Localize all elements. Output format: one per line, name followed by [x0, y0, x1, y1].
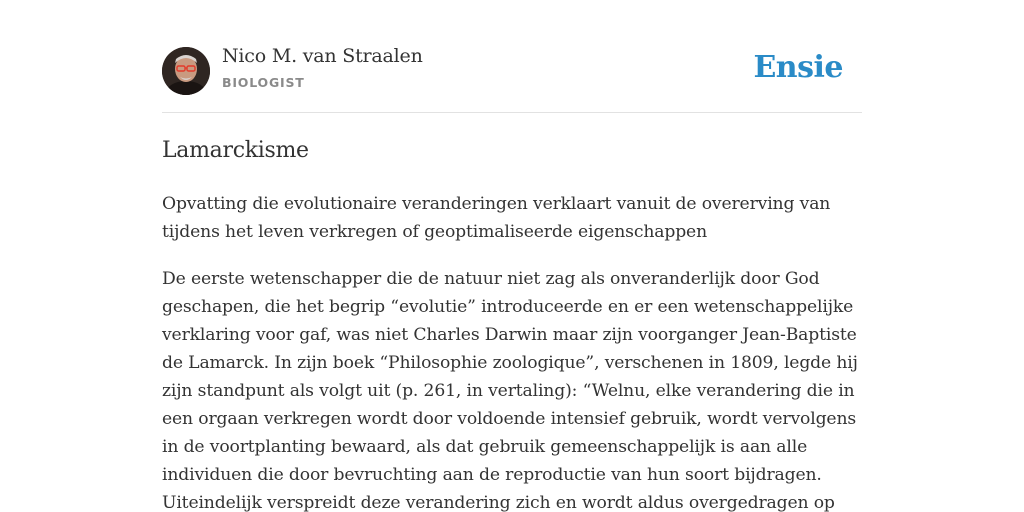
article-title: Lamarckisme — [162, 138, 309, 163]
article-header — [162, 0, 862, 113]
article-body: De eerste wetenschapper die de natuur niet zag als onveranderlijk door God geschapen, die het begrip “evolutie” introduceerde en er een wetenschappelijke verklaring voor gaf, was niet Charles Darwin maar zijn voorganger Jean-Baptiste de Lamarck. In zijn boek “Philosophie zoologique”, verschenen in 1809, legde hij zijn standpunt als volgt uit (p. 261, in vertaling): “Welnu, elke verandering die in een orgaan verkregen wordt door voldoende intensief gebruik, wordt vervolgens in de voortplanting bewaard, als dat gebruik gemeenschappelijk is aan alle individuen die door bevruchting aan de reproductie van hun soort bijdragen. Uiteindelijk verspreidt deze verandering zich en wordt aldus overgedragen op — [162, 269, 858, 512]
article-subtitle: Opvatting die evolutionaire veranderingen verklaart vanuit de overerving van tijdens het leven verkregen of geoptimaliseerde eigenschappen — [162, 194, 831, 242]
author-role: BIOLOGIST — [222, 75, 305, 90]
person-portrait-icon — [162, 47, 210, 95]
article-page — [162, 0, 862, 512]
brand-logo[interactable]: Ensie — [753, 50, 843, 85]
author-avatar[interactable] — [162, 47, 210, 95]
author-name[interactable]: Nico M. van Straalen — [222, 45, 423, 67]
